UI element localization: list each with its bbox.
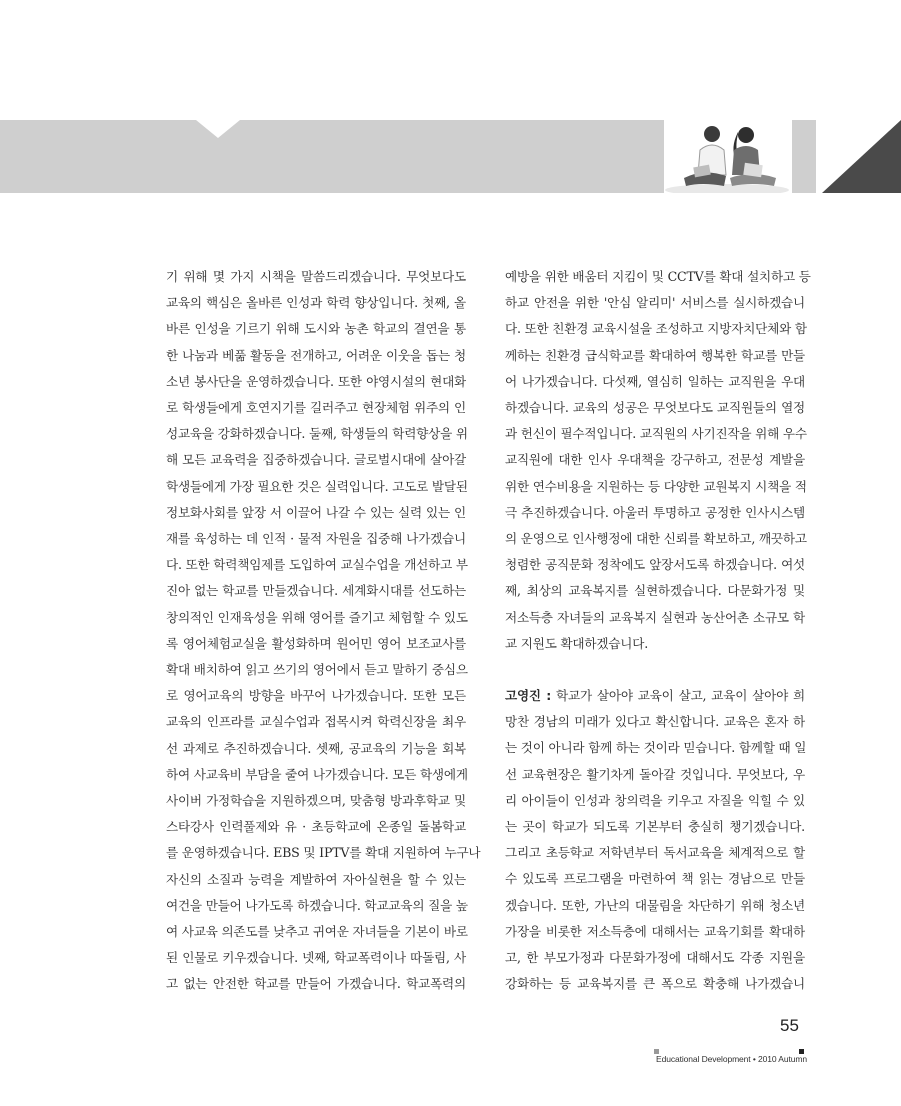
text-line: 사이버 가정학습을 지원하겠으며, 맞춤형 방과후학교 및 — [166, 793, 466, 809]
text-line: 된 인물로 키우겠습니다. 넷째, 학교폭력이나 따돌림, 사 — [166, 950, 466, 966]
text-line: 교 지원도 확대하겠습니다. — [505, 635, 649, 651]
text-line: 저소득층 자녀들의 교육복지 실현과 농산어촌 소규모 학 — [505, 609, 805, 625]
text-line: 하교 안전을 위한 '안심 알리미' 서비스를 실시하겠습니 — [505, 295, 805, 311]
text-line: 수 있도록 프로그램을 마련하여 책 읽는 경남으로 만들 — [505, 871, 805, 887]
text-line: 위한 연수비용을 지원하는 등 다양한 교원복지 시책을 적 — [505, 478, 807, 494]
text-line: 로 학생들에게 호연지기를 길러주고 현장체험 위주의 인 — [166, 400, 466, 416]
left-text-column — [166, 264, 481, 998]
page-number: 55 — [780, 1016, 799, 1035]
text-line: 선 교육현장은 활기차게 돌아갈 것입니다. 무엇보다, 우 — [505, 766, 805, 782]
text-line: 는 것이 아니라 함께 하는 것이라 믿습니다. 함께할 때 일 — [505, 740, 807, 756]
text-line: 강화하는 등 교육복지를 큰 폭으로 확충해 나가겠습니 — [505, 976, 805, 992]
text-line: 를 운영하겠습니다. EBS 및 IPTV를 확대 지원하여 누구나 — [166, 845, 481, 861]
text-line: 록 영어체험교실을 활성화하며 원어민 영어 보조교사를 — [166, 635, 466, 651]
text-line: 그리고 초등학교 저학년부터 독서교육을 체계적으로 할 — [505, 845, 805, 861]
first-line-text: 학교가 살아야 교육이 살고, 교육이 살아야 희 — [551, 688, 805, 704]
text-line: 기 위해 몇 가지 시책을 말씀드리겠습니다. 무엇보다도 — [166, 269, 466, 284]
text-line: 한 나눔과 베풂 활동을 전개하고, 어려운 이웃을 돕는 청 — [166, 347, 466, 363]
text-line: 재를 육성하는 데 인적 · 물적 자원을 집중해 나가겠습니 — [166, 531, 466, 547]
students-photo — [664, 120, 790, 193]
text-line: 째, 최상의 교육복지를 실현하겠습니다. 다문화가정 및 — [505, 583, 805, 599]
text-line: 다. 또한 학력책임제를 도입하여 교실수업을 개선하고 부 — [166, 557, 468, 573]
text-line: 어 나가겠습니다. 다섯째, 열심히 일하는 교직원을 우대 — [505, 373, 805, 389]
text-line: 예방을 위한 배움터 지킴이 및 CCTV를 확대 설치하고 등 — [505, 269, 811, 284]
text-line: 고 없는 안전한 학교를 만들어 가겠습니다. 학교폭력의 — [166, 976, 466, 992]
text-line: 는 곳이 학교가 되도록 기본부터 충실히 챙기겠습니다. — [505, 819, 805, 835]
text-line: 께하는 친환경 급식학교를 확대하여 행복한 학교를 만들 — [505, 347, 805, 363]
footer-text: Educational Development • 2010 Autumn — [656, 1054, 807, 1064]
banner-notch — [196, 120, 240, 138]
text-line: 확대 배치하여 읽고 쓰기의 영어에서 듣고 말하기 중심으 — [166, 662, 468, 678]
text-line: 바른 인성을 기르기 위해 도시와 농촌 학교의 결연을 통 — [166, 321, 466, 337]
text-line: 고, 한 부모가정과 다문화가정에 대해서도 각종 지원을 — [505, 950, 805, 966]
decor-triangle — [822, 120, 901, 193]
text-line: 성교육을 강화하겠습니다. 둘째, 학생들의 학력향상을 위 — [166, 426, 468, 442]
text-line: 스타강사 인력풀제와 유 · 초등학교에 온종일 돌봄학교 — [166, 819, 466, 835]
text-line: 가장을 비롯한 저소득층에 대해서는 교육기회를 확대하 — [505, 923, 805, 939]
text-line: 여건을 만들어 나가도록 하겠습니다. 학교교육의 질을 높 — [166, 897, 468, 913]
text-line: 겠습니다. 또한, 가난의 대물림을 차단하기 위해 청소년 — [505, 897, 805, 913]
text-line: 정보화사회를 앞장 서 이끌어 나갈 수 있는 실력 있는 인 — [166, 504, 466, 520]
right-paragraph-2-first-line — [505, 683, 805, 709]
text-line: 교육의 핵심은 올바른 인성과 학력 향상입니다. 첫째, 올 — [166, 295, 466, 311]
text-line: 교육의 인프라를 교실수업과 접목시켜 학력신장을 최우 — [166, 714, 466, 730]
text-line: 선 과제로 추진하겠습니다. 셋째, 공교육의 기능을 회복 — [166, 740, 466, 756]
text-line: 여 사교육 의존도를 낮추고 귀여운 자녀들을 기본이 바로 — [166, 924, 468, 940]
text-line: 망찬 경남의 미래가 있다고 확신합니다. 교육은 혼자 하 — [505, 714, 805, 730]
footer-square-dark — [799, 1049, 804, 1054]
text-line: 하겠습니다. 교육의 성공은 무엇보다도 교직원들의 열정 — [505, 400, 805, 416]
text-line: 소년 봉사단을 운영하겠습니다. 또한 야영시설의 현대화 — [166, 373, 466, 389]
text-line: 교직원에 대한 인사 우대책을 강구하고, 전문성 계발을 — [505, 452, 805, 468]
text-line: 리 아이들이 인성과 창의력을 키우고 자질을 익힐 수 있 — [505, 792, 805, 808]
text-line: 해 모든 교육력을 집중하겠습니다. 글로벌시대에 살아갈 — [166, 452, 466, 468]
text-line: 로 영어교육의 방향을 바꾸어 나가겠습니다. 또한 모든 — [166, 688, 466, 704]
text-line: 하여 사교육비 부담을 줄여 나가겠습니다. 모든 학생에게 — [166, 766, 468, 782]
right-text-column — [505, 264, 811, 997]
speaker-name: 고영진 : — [505, 688, 552, 704]
text-line: 자신의 소질과 능력을 계발하여 자아실현을 할 수 있는 — [166, 871, 466, 887]
right-paragraph-1 — [505, 264, 811, 657]
text-line: 청렴한 공직문화 정착에도 앞장서도록 하겠습니다. 여섯 — [505, 557, 805, 573]
text-line: 다. 또한 친환경 교육시설을 조성하고 지방자치단체와 함 — [505, 321, 807, 337]
decor-block-light — [792, 120, 816, 193]
text-line: 진아 없는 학교를 만들겠습니다. 세계화시대를 선도하는 — [166, 583, 466, 599]
right-paragraph-2 — [505, 709, 805, 997]
text-line: 의 운영으로 인사행정에 대한 신뢰를 확보하고, 깨끗하고 — [505, 531, 807, 547]
text-line: 학생들에게 가장 필요한 것은 실력입니다. 고도로 발달된 — [166, 478, 468, 494]
text-line: 창의적인 인재육성을 위해 영어를 즐기고 체험할 수 있도 — [166, 609, 468, 625]
text-line: 극 추진하겠습니다. 아울러 투명하고 공정한 인사시스템 — [505, 504, 805, 520]
text-line: 과 헌신이 필수적입니다. 교직원의 사기진작을 위해 우수 — [505, 426, 807, 442]
